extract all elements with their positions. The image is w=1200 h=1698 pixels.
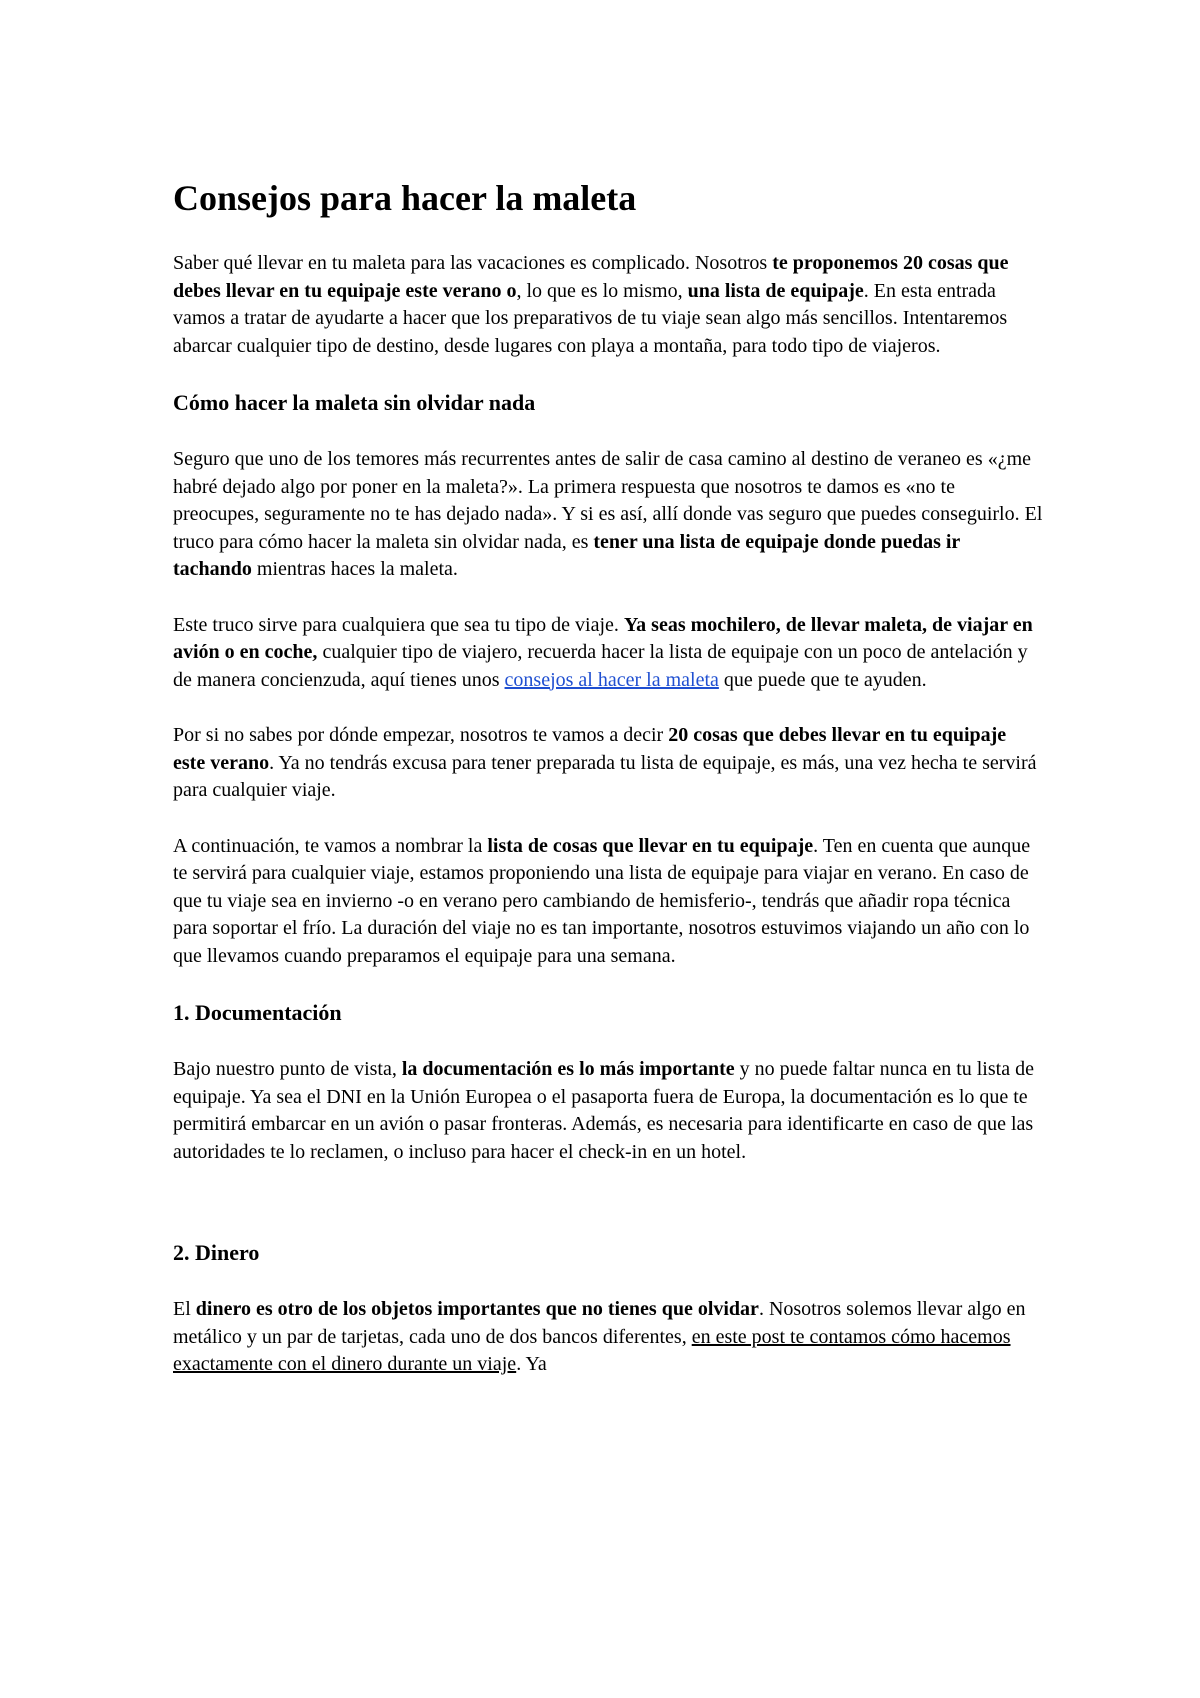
paragraph-temores xyxy=(173,446,1043,584)
text-run: Bajo nuestro punto de vista, xyxy=(173,1058,402,1080)
text-run: Por si no sabes por dónde empezar, nosotros te vamos a decir xyxy=(173,724,669,746)
link-dinero-post[interactable]: en este post te contamos cómo hacemos exactamente con el dinero durante un viaje xyxy=(173,1325,1011,1375)
paragraph-dinero xyxy=(173,1296,1043,1379)
text-run: . Ten en cuenta que aunque te servirá para cualquier viaje, estamos proponiendo una lista de equipaje para viajar en verano. En caso de que tu viaje sea en invierno -o en verano pero cambiando de hemisferio-, tendrás que añadir ropa técnica para soportar el frío. La duración del viaje no es tan importante, nosotros estuvimos viajando un año con lo que llevamos cuando preparamos el equipaje para una semana. xyxy=(173,834,1031,967)
text-run: . En esta entrada vamos a tratar de ayudarte a hacer que los preparativos de tu viaje sean algo más sencillos. Intentaremos abarcar cualquier tipo de destino, desde lugares con playa a montaña, para todo tipo de viajeros. xyxy=(173,279,1008,357)
text-run: Saber qué llevar en tu maleta para las vacaciones es complicado. Nosotros xyxy=(173,252,773,274)
section-heading-documentacion: 1. Documentación xyxy=(173,1000,342,1025)
bold-run: una lista de equipaje xyxy=(687,279,864,302)
bold-run: Ya seas mochilero, de llevar maleta, de viajar en avión o en coche, xyxy=(173,613,1033,663)
text-run: mientras haces la maleta. xyxy=(251,558,458,580)
bold-run: la documentación es lo más importante xyxy=(401,1058,735,1080)
text-run: . Ya no tendrás excusa para tener preparada tu lista de equipaje, es más, una vez hecha te servirá para cualquier viaje. xyxy=(173,751,1037,801)
text-run: . Nosotros solemos llevar algo en metálico y un par de tarjetas, cada uno de dos bancos diferentes, xyxy=(173,1298,1026,1348)
text-run: y no puede faltar nunca en tu lista de equipaje. Ya sea el DNI en la Unión Europea o el pasaporta fuera de Europa, la documentación es lo que te permitirá embarcar en un avión o pasar fronteras. Además, es necesaria para identificarte en caso de que las autoridades te lo reclamen, o incluso para hacer el check-in en un hotel. xyxy=(173,1058,1034,1163)
text-run: . Ya xyxy=(516,1353,547,1375)
bold-run: te proponemos 20 cosas que debes llevar en tu equipaje este verano o xyxy=(173,252,1009,302)
section-heading-olvidar: Cómo hacer la maleta sin olvidar nada xyxy=(173,390,536,415)
text-run: A continuación, te vamos a nombrar la xyxy=(173,834,488,857)
document-page xyxy=(173,176,1043,1407)
text-run: Este truco sirve para cualquiera que sea tu tipo de viaje. xyxy=(173,613,624,636)
link-consejos-maleta[interactable]: consejos al hacer la maleta xyxy=(504,668,719,691)
paragraph-empezar xyxy=(173,722,1043,805)
section-heading-dinero: 2. Dinero xyxy=(173,1240,260,1265)
text-run: cualquier tipo de viajero, recuerda hacer la lista de equipaje con un poco de antelación y de manera concienzuda, aquí tienes unos xyxy=(173,641,1028,691)
paragraph-continuacion xyxy=(173,833,1043,971)
bold-run: dinero es otro de los objetos importantes que no tienes que olvidar xyxy=(195,1298,759,1320)
paragraph-documentacion xyxy=(173,1056,1043,1166)
bold-run: tener una lista de equipaje donde puedas ir tachando xyxy=(173,530,960,580)
text-run: , lo que es lo mismo, xyxy=(516,279,688,302)
text-run: El xyxy=(173,1298,196,1320)
document-title: Consejos para hacer la maleta xyxy=(173,178,637,218)
bold-run: 20 cosas que debes llevar en tu equipaje este verano xyxy=(173,724,1007,774)
paragraph-truco xyxy=(173,612,1043,695)
intro-paragraph xyxy=(173,250,1043,360)
text-run: que puede que te ayuden. xyxy=(718,668,927,691)
text-run: Seguro que uno de los temores más recurrentes antes de salir de casa camino al destino de veraneo es «¿me habré dejado algo por poner en la maleta?». La primera respuesta que nosotros te damos es «no te preocupes, seguramente no te has dejado nada». Y si es así, allí donde vas seguro que puedes conseguirlo. El truco para cómo hacer la maleta sin olvidar nada, es xyxy=(173,448,1043,553)
bold-run: lista de cosas que llevar en tu equipaje xyxy=(487,834,814,857)
